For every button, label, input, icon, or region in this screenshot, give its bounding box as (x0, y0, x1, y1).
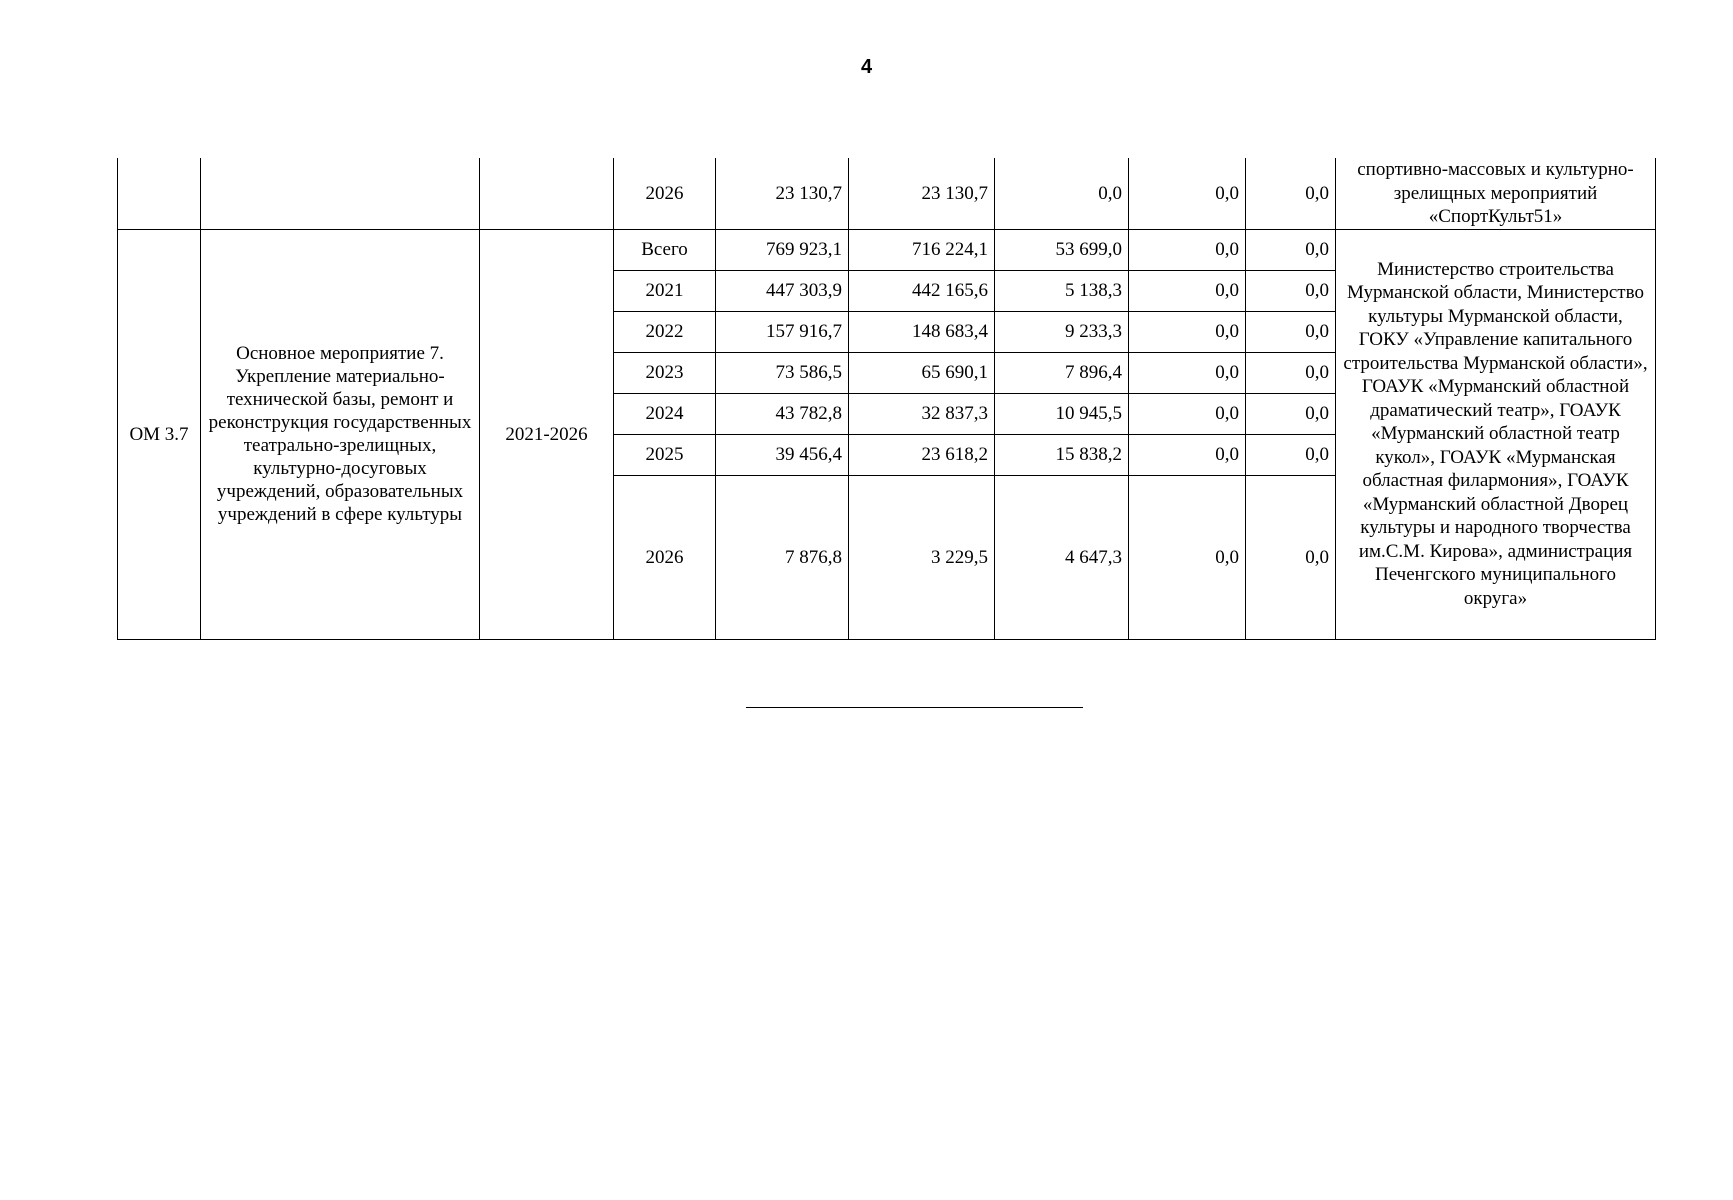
table-row (118, 158, 1656, 229)
funding-table (117, 158, 1656, 640)
local-budget-value: 0,0 (1129, 158, 1246, 229)
other-sources-value: 0,0 (1246, 475, 1336, 639)
table-row (118, 229, 1656, 270)
other-sources-value: 0,0 (1246, 158, 1336, 229)
year-cell: 2025 (614, 434, 716, 475)
other-sources-value: 0,0 (1246, 393, 1336, 434)
local-budget-value: 0,0 (1129, 434, 1246, 475)
measure-code: ОМ 3.7 (118, 229, 201, 639)
total-value: 7 876,8 (716, 475, 849, 639)
year-cell: 2026 (614, 475, 716, 639)
federal-budget-value: 0,0 (995, 158, 1129, 229)
regional-budget-value: 442 165,6 (849, 270, 995, 311)
other-sources-value: 0,0 (1246, 229, 1336, 270)
total-value: 43 782,8 (716, 393, 849, 434)
total-value: 39 456,4 (716, 434, 849, 475)
page-number: 4 (860, 56, 873, 78)
measure-name: Основное мероприятие 7. Укрепление материально-технической базы, ремонт и реконструкция государственных театрально-зрелищных, культурно-досуговых учреждений, образовательных учреждений в сфере культуры (201, 229, 480, 639)
measure-period: 2021-2026 (480, 229, 614, 639)
federal-budget-value: 10 945,5 (995, 393, 1129, 434)
total-value: 447 303,9 (716, 270, 849, 311)
federal-budget-value: 5 138,3 (995, 270, 1129, 311)
total-value: 73 586,5 (716, 352, 849, 393)
regional-budget-value: 3 229,5 (849, 475, 995, 639)
year-cell: 2022 (614, 311, 716, 352)
regional-budget-value: 23 618,2 (849, 434, 995, 475)
regional-budget-value: 23 130,7 (849, 158, 995, 229)
year-cell: 2021 (614, 270, 716, 311)
total-value: 23 130,7 (716, 158, 849, 229)
year-cell: 2024 (614, 393, 716, 434)
executor-cell: спортивно-массовых и культурно-зрелищных мероприятий «СпортКульт51» (1336, 158, 1656, 229)
federal-budget-value: 4 647,3 (995, 475, 1129, 639)
federal-budget-value: 15 838,2 (995, 434, 1129, 475)
year-cell: Всего (614, 229, 716, 270)
local-budget-value: 0,0 (1129, 352, 1246, 393)
federal-budget-value: 53 699,0 (995, 229, 1129, 270)
total-value: 157 916,7 (716, 311, 849, 352)
other-sources-value: 0,0 (1246, 270, 1336, 311)
regional-budget-value: 148 683,4 (849, 311, 995, 352)
closing-rule (746, 707, 1083, 708)
federal-budget-value: 9 233,3 (995, 311, 1129, 352)
regional-budget-value: 716 224,1 (849, 229, 995, 270)
other-sources-value: 0,0 (1246, 352, 1336, 393)
year-cell: 2026 (614, 158, 716, 229)
other-sources-value: 0,0 (1246, 434, 1336, 475)
other-sources-value: 0,0 (1246, 311, 1336, 352)
local-budget-value: 0,0 (1129, 393, 1246, 434)
local-budget-value: 0,0 (1129, 270, 1246, 311)
year-cell: 2023 (614, 352, 716, 393)
regional-budget-value: 65 690,1 (849, 352, 995, 393)
local-budget-value: 0,0 (1129, 475, 1246, 639)
name-cell-empty (201, 158, 480, 229)
total-value: 769 923,1 (716, 229, 849, 270)
measure-executor: Министерство строительства Мурманской области, Министерство культуры Мурманской области, ГОКУ «Управление капитального строительства Мурманской области», ГОАУК «Мурманский областной драматический театр», ГОАУК «Мурманский областной театр кукол», ГОАУК «Мурманская областная филармония», ГОАУК «Мурманский областной Дворец культуры и народного творчества им.С.М. Кирова», администрация Печенгского муниципального округа» (1336, 229, 1656, 639)
regional-budget-value: 32 837,3 (849, 393, 995, 434)
code-cell-empty (118, 158, 201, 229)
local-budget-value: 0,0 (1129, 229, 1246, 270)
period-cell-empty (480, 158, 614, 229)
local-budget-value: 0,0 (1129, 311, 1246, 352)
federal-budget-value: 7 896,4 (995, 352, 1129, 393)
